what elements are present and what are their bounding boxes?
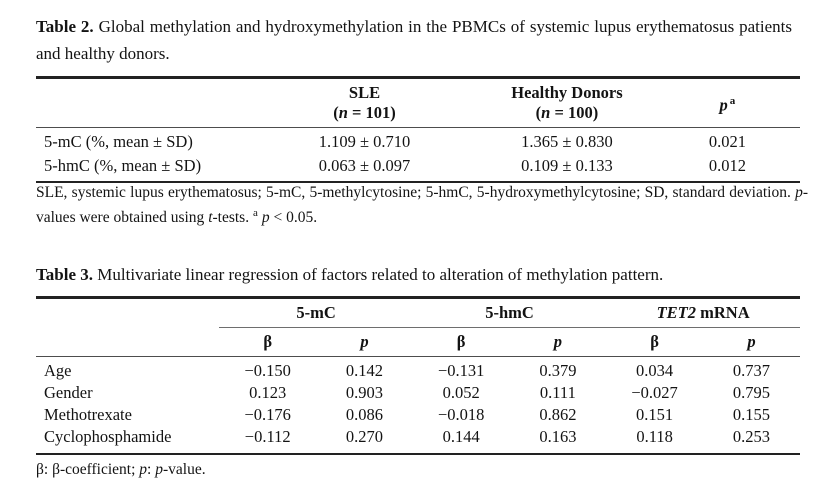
footnote-p-italic: p: [261, 209, 270, 227]
value-cell: 0.021: [708, 132, 746, 151]
group-5hmc: [413, 298, 606, 328]
value-cell: 0.737: [732, 361, 771, 380]
table2-header-sle: [250, 78, 479, 128]
table2-header-empty: [36, 78, 250, 128]
row-label: Gender: [44, 383, 93, 402]
p-label: p: [719, 95, 728, 115]
sle-n: n: [338, 103, 348, 122]
group-name: 5-hmC: [485, 303, 534, 322]
table2-caption-text: Global methylation and hydroxymethylation in the PBMCs of systemic lupus erythematosus patients and healthy donors.: [36, 17, 792, 63]
table2-footnote: [36, 182, 808, 228]
footnote-text: -values were obtained using: [36, 184, 808, 227]
table-row: [36, 404, 800, 426]
footnote-p-italic: p: [795, 184, 803, 201]
row-label: Methotrexate: [44, 405, 132, 424]
group-5mc: [219, 298, 412, 328]
footnote-t-italic: t: [208, 209, 213, 227]
value-cell: 0.151: [636, 405, 674, 424]
value-cell: 1.109 ± 0.710: [318, 132, 411, 151]
healthy-n: n: [541, 103, 551, 122]
row-label: Age: [44, 361, 72, 380]
table2-header-p: [655, 78, 800, 128]
subheader-p: p: [553, 332, 562, 351]
healthy-n-open: (: [535, 103, 542, 122]
footnote-p-italic: p: [139, 461, 148, 478]
value-cell: −0.018: [437, 405, 485, 424]
subheader-p: p: [747, 332, 756, 351]
value-cell: 0.270: [345, 427, 383, 446]
value-cell: 0.123: [249, 383, 287, 402]
footnote-text: β: β-coefficient;: [36, 461, 140, 478]
healthy-title: Healthy Donors: [511, 83, 623, 102]
healthy-n-rest: = 100): [550, 103, 599, 122]
table2-caption: [36, 13, 792, 67]
group-name: 5-mC: [296, 303, 336, 322]
table-row: [36, 426, 800, 454]
table3-subheader-row: [36, 328, 800, 357]
footnote-p-italic: p: [155, 461, 163, 478]
subheader-p: p: [360, 332, 369, 351]
value-cell: −0.176: [244, 405, 291, 424]
value-cell: −0.027: [631, 383, 678, 402]
table3-subheader-empty: [36, 328, 219, 357]
table2: [36, 76, 800, 183]
subheader-beta: β: [650, 332, 659, 351]
table3-footnote: [36, 459, 808, 480]
table-row: [36, 357, 800, 383]
table3-caption-label: Table 3.: [36, 265, 94, 284]
table2-header-row: [36, 78, 800, 128]
table3-header-empty: [36, 298, 219, 328]
value-cell: 0.253: [732, 427, 771, 446]
table3-caption-text: Multivariate linear regression of factors related to alteration of methylation pattern.: [93, 265, 664, 284]
footnote-text: < 0.05.: [269, 209, 318, 227]
value-cell: 0.903: [345, 383, 383, 402]
value-cell: 0.155: [732, 405, 771, 424]
value-cell: 0.795: [732, 383, 771, 402]
group-name-italic: TET2: [656, 303, 697, 322]
table-row: [36, 382, 800, 404]
table-row: [36, 154, 800, 182]
footnote-text: SLE, systemic lupus erythematosus; 5-mC, 5-methylcytosine; 5-hmC, 5-hydroxymethylcytosine; SD, standard deviation.: [36, 184, 796, 201]
row-label: Cyclophosphamide: [44, 427, 172, 446]
row-label: 5-mC (%, mean ± SD): [44, 132, 193, 151]
value-cell: 0.012: [708, 156, 746, 175]
table-row: [36, 128, 800, 155]
value-cell: 0.052: [442, 383, 480, 402]
p-superscript-a: a: [729, 94, 736, 107]
subheader-beta: β: [456, 332, 466, 351]
group-tet2-mrna: [606, 298, 800, 328]
value-cell: 0.111: [539, 383, 576, 402]
value-cell: 0.034: [636, 361, 674, 380]
value-cell: 0.379: [539, 361, 577, 380]
footnote-text: -tests.: [212, 209, 253, 227]
row-label: 5-hmC (%, mean ± SD): [44, 156, 202, 175]
table2-header-healthy-donors: [479, 78, 655, 128]
sle-title: SLE: [348, 83, 381, 102]
value-cell: −0.150: [244, 361, 291, 380]
footnote-text: -value.: [162, 461, 206, 478]
subheader-beta: β: [263, 332, 273, 351]
footnote-text: :: [147, 461, 156, 478]
group-name: mRNA: [696, 303, 750, 322]
sle-n-rest: = 101): [347, 103, 396, 122]
value-cell: −0.131: [437, 361, 485, 380]
value-cell: 0.118: [636, 427, 673, 446]
table3: [36, 296, 800, 455]
value-cell: 0.862: [539, 405, 577, 424]
value-cell: 0.144: [442, 427, 480, 446]
value-cell: 0.109 ± 0.133: [521, 156, 613, 175]
value-cell: 0.142: [345, 361, 383, 380]
value-cell: 0.086: [345, 405, 383, 424]
table3-caption: [36, 261, 792, 288]
value-cell: 0.063 ± 0.097: [318, 156, 411, 175]
table3-group-header-row: [36, 298, 800, 328]
value-cell: −0.112: [244, 427, 291, 446]
value-cell: 1.365 ± 0.830: [521, 132, 613, 151]
table2-caption-label: Table 2.: [36, 17, 94, 36]
footnote-superscript-a: a: [252, 207, 258, 219]
value-cell: 0.163: [539, 427, 577, 446]
sle-n-open: (: [333, 103, 339, 122]
